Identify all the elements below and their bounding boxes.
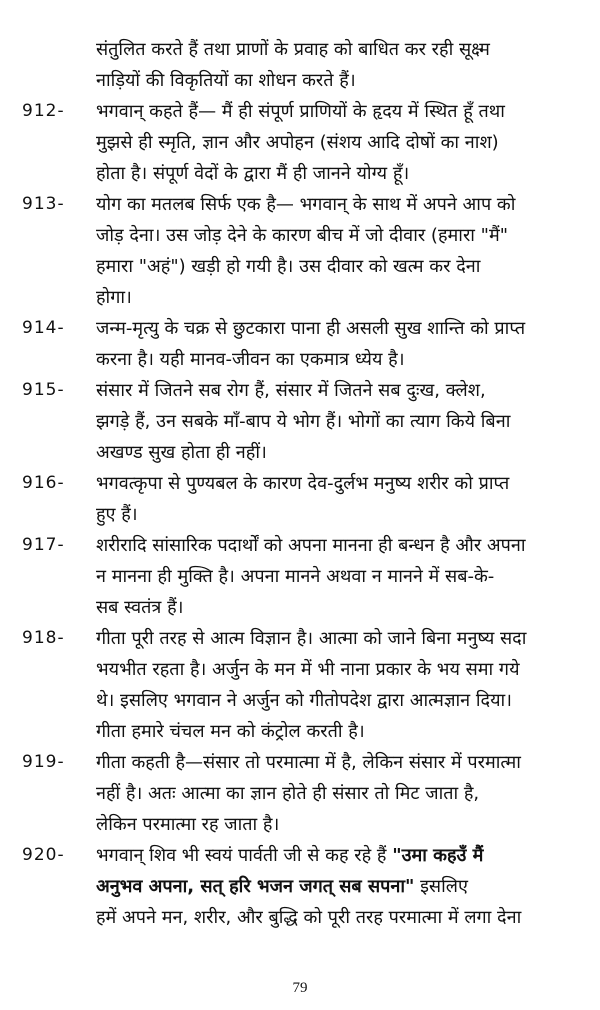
text-line: गीता हमारे चंचल मन को कंट्रोल करती है। (96, 721, 365, 742)
text-line (96, 871, 564, 902)
entry-number: 917- (22, 535, 65, 555)
entry-text (96, 530, 564, 623)
text-line: नहीं है। अतः आत्मा का ज्ञान होते ही संसार तो मिट जाता है, (96, 783, 480, 804)
text-line: होगा। (96, 287, 132, 308)
text-line: नाड़ियों की विकृतियों का शोधन करते हैं। (96, 70, 356, 91)
text-line: गीता पूरी तरह से आत्म विज्ञान है। आत्मा को जाने बिना मनुष्य सदा (96, 628, 527, 649)
text-line: अखण्ड सुख होता ही नहीं। (96, 442, 267, 463)
entry-text (96, 468, 564, 530)
entry-text (96, 189, 564, 313)
entry-number: 919- (22, 752, 65, 772)
text-line: झगड़े हैं, उन सबके माँ-बाप ये भोग हैं। भोगों का त्याग किये बिना (96, 411, 511, 432)
entry-text (96, 313, 564, 375)
text-line (96, 840, 564, 871)
entry-number: 913- (22, 194, 65, 214)
quote-bold: "उमा कहउँ मैं (392, 845, 484, 866)
entry-918 (0, 623, 600, 747)
entry-914 (0, 313, 600, 375)
entry-number: 914- (22, 318, 65, 338)
text-line: करना है। यही मानव-जीवन का एकमात्र ध्येय है। (96, 349, 405, 370)
intro-paragraph (96, 34, 564, 96)
text-segment: इसलिए (414, 876, 468, 897)
text-line: भगवान् कहते हैं— मैं ही संपूर्ण प्राणियों के हृदय में स्थित हूँ तथा (96, 101, 505, 122)
text-line: भयभीत रहता है। अर्जुन के मन में भी नाना प्रकार के भय समा गये (96, 659, 520, 680)
entry-917 (0, 530, 600, 623)
entry-number: 920- (22, 845, 65, 865)
entry-number: 918- (22, 628, 65, 648)
entry-913 (0, 189, 600, 313)
entry-916 (0, 468, 600, 530)
entry-912 (0, 96, 600, 189)
entry-text (96, 747, 564, 840)
entry-text (96, 375, 564, 468)
text-line: थे। इसलिए भगवान ने अर्जुन को गीतोपदेश द्वारा आत्मज्ञान दिया। (96, 690, 512, 711)
text-line: गीता कहती है—संसार तो परमात्मा में है, लेकिन संसार में परमात्मा (96, 752, 521, 773)
text-segment: भगवान् शिव भी स्वयं पार्वती जी से कह रहे हैं (96, 845, 393, 866)
text-line: जन्म-मृत्यु के चक्र से छुटकारा पाना ही असली सुख शान्ति को प्राप्त (96, 318, 526, 339)
text-line: संसार में जितने सब रोग हैं, संसार में जितने सब दुःख, क्लेश, (96, 380, 486, 401)
text-line: योग का मतलब सिर्फ एक है— भगवान् के साथ में अपने आप को (96, 194, 516, 215)
text-line: होता है। संपूर्ण वेदों के द्वारा मैं ही जानने योग्य हूँ। (96, 163, 410, 184)
entry-919 (0, 747, 600, 840)
text-line: न मानना ही मुक्ति है। अपना मानने अथवा न मानने में सब-के- (96, 566, 495, 587)
entry-920 (0, 840, 600, 933)
entry-text (96, 96, 564, 189)
entry-number: 912- (22, 101, 65, 121)
quote-bold: अनुभव अपना, सत् हरि भजन जगत् सब सपना" (96, 876, 415, 897)
text-line: सब स्वतंत्र हैं। (96, 597, 184, 618)
text-line: हमें अपने मन, शरीर, और बुद्धि को पूरी तरह परमात्मा में लगा देना (96, 907, 522, 928)
text-line: हमारा "अहं") खड़ी हो गयी है। उस दीवार को खत्म कर देना (96, 256, 481, 277)
entry-915 (0, 375, 600, 468)
entry-number: 915- (22, 380, 65, 400)
entry-text (96, 840, 564, 933)
text-line: जोड़ देना। उस जोड़ देने के कारण बीच में जो दीवार (हमारा "मैं" (96, 225, 509, 246)
page-number: 79 (292, 980, 308, 996)
entry-number: 916- (22, 473, 65, 493)
text-line: भगवत्कृपा से पुण्यबल के कारण देव-दुर्लभ मनुष्य शरीर को प्राप्त (96, 473, 510, 494)
text-line: मुझसे ही स्मृति, ज्ञान और अपोहन (संशय आदि दोषों का नाश) (96, 132, 499, 153)
entry-text (96, 623, 564, 747)
text-line: संतुलित करते हैं तथा प्राणों के प्रवाह को बाधित कर रही सूक्ष्म (96, 39, 490, 60)
text-line: शरीरादि सांसारिक पदार्थों को अपना मानना ही बन्धन है और अपना (96, 535, 526, 556)
text-line: लेकिन परमात्मा रह जाता है। (96, 814, 280, 835)
text-line: हुए हैं। (96, 504, 138, 525)
